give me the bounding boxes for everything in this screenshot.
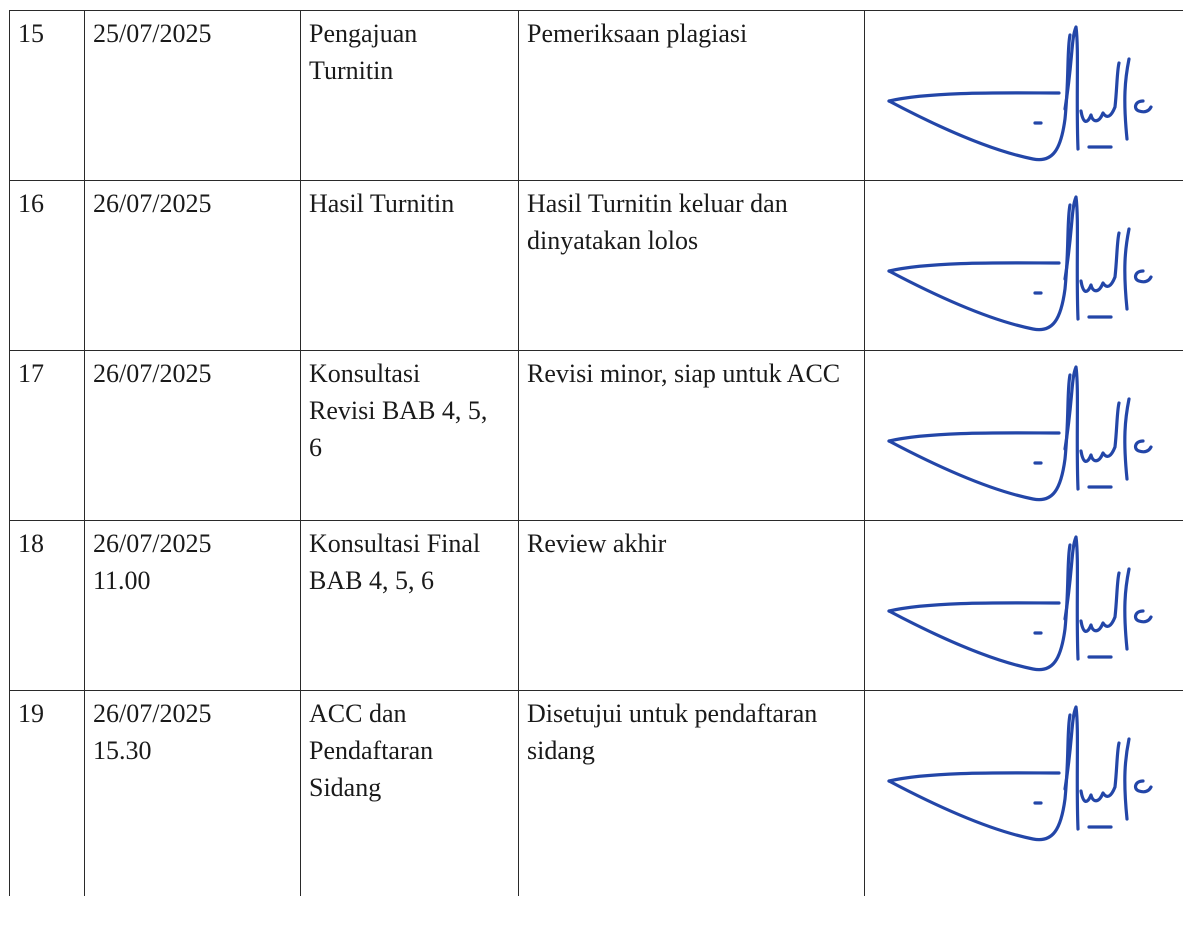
row-date-value: 26/07/2025: [93, 699, 212, 728]
row-number: 15: [10, 11, 85, 181]
table-row: [10, 181, 1183, 351]
row-number: 16: [10, 181, 85, 351]
row-activity: Hasil Turnitin: [301, 181, 519, 351]
row-note: Revisi minor, siap untuk ACC: [519, 351, 865, 521]
consultation-log-table: [9, 10, 1183, 896]
signature-icon: [883, 529, 1183, 679]
row-signature: [865, 11, 1183, 181]
row-signature: [865, 181, 1183, 351]
signature-icon: [883, 699, 1183, 849]
table-row: [10, 11, 1183, 181]
row-date: 26/07/2025: [85, 351, 301, 521]
row-number: 17: [10, 351, 85, 521]
row-activity: ACC dan Pendaftaran Sidang: [301, 691, 519, 896]
row-note: Disetujui untuk pendaftaran sidang: [519, 691, 865, 896]
row-activity: Konsultasi Final BAB 4, 5, 6: [301, 521, 519, 691]
table-row: [10, 691, 1183, 896]
row-note: Pemeriksaan plagiasi: [519, 11, 865, 181]
row-number: 19: [10, 691, 85, 896]
row-date: [85, 691, 301, 896]
signature-icon: [883, 189, 1183, 339]
row-date: 26/07/2025: [85, 181, 301, 351]
row-date-value: 26/07/2025: [93, 529, 212, 558]
row-signature: [865, 521, 1183, 691]
row-date: 25/07/2025: [85, 11, 301, 181]
signature-icon: [883, 19, 1183, 169]
row-note: Hasil Turnitin keluar dan dinyatakan lolos: [519, 181, 865, 351]
row-date: [85, 521, 301, 691]
table-row: [10, 351, 1183, 521]
table-row: [10, 521, 1183, 691]
row-number: 18: [10, 521, 85, 691]
row-signature: [865, 691, 1183, 896]
consultation-log-body: [10, 11, 1183, 896]
row-activity: Konsultasi Revisi BAB 4, 5, 6: [301, 351, 519, 521]
row-activity: Pengajuan Turnitin: [301, 11, 519, 181]
row-time-value: 15.30: [93, 736, 152, 765]
row-signature: [865, 351, 1183, 521]
row-time-value: 11.00: [93, 566, 151, 595]
signature-icon: [883, 359, 1183, 509]
row-note: Review akhir: [519, 521, 865, 691]
